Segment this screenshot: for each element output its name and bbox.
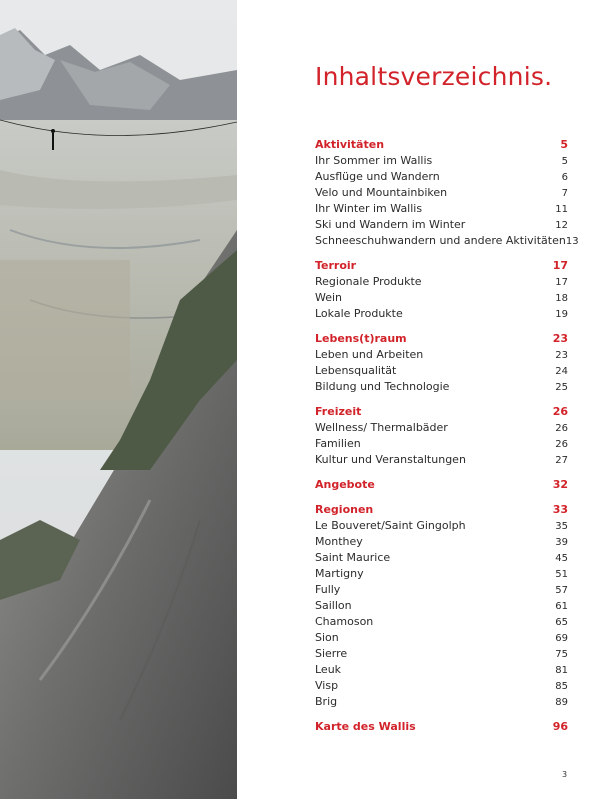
- toc-entry-label: Regionale Produkte: [315, 275, 422, 288]
- toc-section: [315, 137, 579, 249]
- toc-entry[interactable]: [315, 169, 568, 185]
- toc-entry-label: Wein: [315, 291, 343, 304]
- toc-section: [315, 331, 568, 395]
- toc-entry-page: 39: [555, 537, 568, 548]
- toc-entry[interactable]: [315, 662, 568, 678]
- toc-section-label: Terroir: [315, 259, 357, 272]
- toc-entry-label: Chamoson: [315, 615, 374, 628]
- toc-section: [315, 502, 568, 710]
- toc-section-page: 26: [552, 405, 568, 418]
- toc-entry-label: Schneeschuhwandern und andere Aktivitäten: [315, 234, 566, 247]
- toc-entry-label: Lebensqualität: [315, 364, 397, 377]
- toc-entry-page: 89: [555, 697, 568, 708]
- toc-section: [315, 719, 568, 735]
- toc-entry[interactable]: [315, 153, 568, 169]
- toc-entry[interactable]: [315, 630, 568, 646]
- toc-list: [315, 137, 579, 744]
- toc-entry[interactable]: [315, 201, 568, 217]
- toc-entry-label: Leuk: [315, 663, 342, 676]
- toc-entry[interactable]: [315, 290, 568, 306]
- toc-entry[interactable]: [315, 678, 568, 694]
- toc-section-label: Aktivitäten: [315, 138, 385, 151]
- page-number: 3: [562, 770, 568, 779]
- toc-section-heading[interactable]: [315, 258, 568, 274]
- toc-section-page: 5: [560, 138, 568, 151]
- toc-entry[interactable]: [315, 420, 568, 436]
- toc-entry-label: Sion: [315, 631, 339, 644]
- toc-entry-page: 27: [555, 455, 568, 466]
- toc-entry[interactable]: [315, 363, 568, 379]
- page-title: Inhaltsverzeichnis.: [315, 62, 553, 91]
- toc-section: [315, 258, 568, 322]
- toc-entry[interactable]: [315, 233, 579, 249]
- toc-entry[interactable]: [315, 582, 568, 598]
- toc-entry[interactable]: [315, 436, 568, 452]
- toc-entry-page: 26: [555, 423, 568, 434]
- toc-entry-label: Saillon: [315, 599, 352, 612]
- toc-section-page: 96: [552, 720, 568, 733]
- table-of-contents-page: [315, 0, 579, 799]
- toc-section-label: Lebens(t)raum: [315, 332, 407, 345]
- toc-section-label: Regionen: [315, 503, 374, 516]
- toc-entry[interactable]: [315, 566, 568, 582]
- toc-entry-page: 11: [555, 204, 568, 215]
- toc-entry-page: 5: [561, 156, 568, 167]
- toc-entry-page: 24: [555, 366, 568, 377]
- toc-section-page: 17: [552, 259, 568, 272]
- toc-section-label: Karte des Wallis: [315, 720, 416, 733]
- toc-entry[interactable]: [315, 694, 568, 710]
- mountain-photo: [0, 0, 237, 799]
- toc-entry-label: Ihr Sommer im Wallis: [315, 154, 433, 167]
- toc-entry-label: Ihr Winter im Wallis: [315, 202, 423, 215]
- toc-entry[interactable]: [315, 452, 568, 468]
- toc-section-page: 23: [552, 332, 568, 345]
- toc-entry-label: Lokale Produkte: [315, 307, 403, 320]
- toc-entry-page: 75: [555, 649, 568, 660]
- toc-entry-label: Ausflüge und Wandern: [315, 170, 440, 183]
- toc-entry-page: 65: [555, 617, 568, 628]
- toc-entry[interactable]: [315, 550, 568, 566]
- toc-entry-page: 19: [555, 309, 568, 320]
- toc-entry-label: Familien: [315, 437, 361, 450]
- toc-entry-page: 12: [555, 220, 568, 231]
- toc-section: [315, 477, 568, 493]
- toc-entry-page: 13: [565, 236, 579, 247]
- toc-section: [315, 404, 568, 468]
- toc-entry-label: Kultur und Veranstaltungen: [315, 453, 466, 466]
- toc-entry-page: 81: [555, 665, 568, 676]
- toc-entry-label: Saint Maurice: [315, 551, 391, 564]
- toc-entry-page: 61: [555, 601, 568, 612]
- toc-entry[interactable]: [315, 518, 568, 534]
- toc-entry[interactable]: [315, 274, 568, 290]
- toc-entry[interactable]: [315, 185, 568, 201]
- toc-entry[interactable]: [315, 379, 568, 395]
- toc-entry-page: 23: [555, 350, 568, 361]
- toc-entry-label: Sierre: [315, 647, 348, 660]
- toc-entry-page: 26: [555, 439, 568, 450]
- toc-section-heading[interactable]: [315, 137, 568, 153]
- toc-section-page: 33: [552, 503, 568, 516]
- toc-entry-label: Ski und Wandern im Winter: [315, 218, 466, 231]
- toc-entry-label: Visp: [315, 679, 339, 692]
- toc-entry-label: Bildung und Technologie: [315, 380, 450, 393]
- toc-entry[interactable]: [315, 217, 568, 233]
- toc-entry-label: Wellness/ Thermalbäder: [315, 421, 448, 434]
- toc-entry-label: Fully: [315, 583, 341, 596]
- toc-entry-page: 6: [561, 172, 568, 183]
- toc-entry-page: 69: [555, 633, 568, 644]
- toc-entry-page: 45: [555, 553, 568, 564]
- toc-entry-page: 17: [555, 277, 568, 288]
- toc-entry-page: 35: [555, 521, 568, 532]
- toc-entry-label: Monthey: [315, 535, 363, 548]
- toc-entry[interactable]: [315, 306, 568, 322]
- toc-entry-page: 7: [561, 188, 568, 199]
- toc-section-heading[interactable]: [315, 331, 568, 347]
- toc-entry-page: 85: [555, 681, 568, 692]
- toc-entry-label: Leben und Arbeiten: [315, 348, 424, 361]
- toc-section-label: Freizeit: [315, 405, 362, 418]
- toc-entry[interactable]: [315, 614, 568, 630]
- toc-entry-page: 25: [555, 382, 568, 393]
- toc-entry[interactable]: [315, 534, 568, 550]
- toc-section-heading[interactable]: [315, 404, 568, 420]
- toc-section-heading[interactable]: [315, 502, 568, 518]
- toc-section-heading[interactable]: [315, 719, 568, 735]
- toc-entry-label: Martigny: [315, 567, 364, 580]
- toc-section-heading[interactable]: [315, 477, 568, 493]
- toc-entry[interactable]: [315, 646, 568, 662]
- toc-section-page: 32: [552, 478, 568, 491]
- toc-entry-page: 57: [555, 585, 568, 596]
- toc-section-label: Angebote: [315, 478, 375, 491]
- toc-entry[interactable]: [315, 347, 568, 363]
- toc-entry-label: Brig: [315, 695, 338, 708]
- toc-entry-page: 51: [555, 569, 568, 580]
- toc-entry-label: Velo und Mountainbiken: [315, 186, 448, 199]
- toc-entry-page: 18: [555, 293, 568, 304]
- toc-entry-label: Le Bouveret/Saint Gingolph: [315, 519, 466, 532]
- toc-entry[interactable]: [315, 598, 568, 614]
